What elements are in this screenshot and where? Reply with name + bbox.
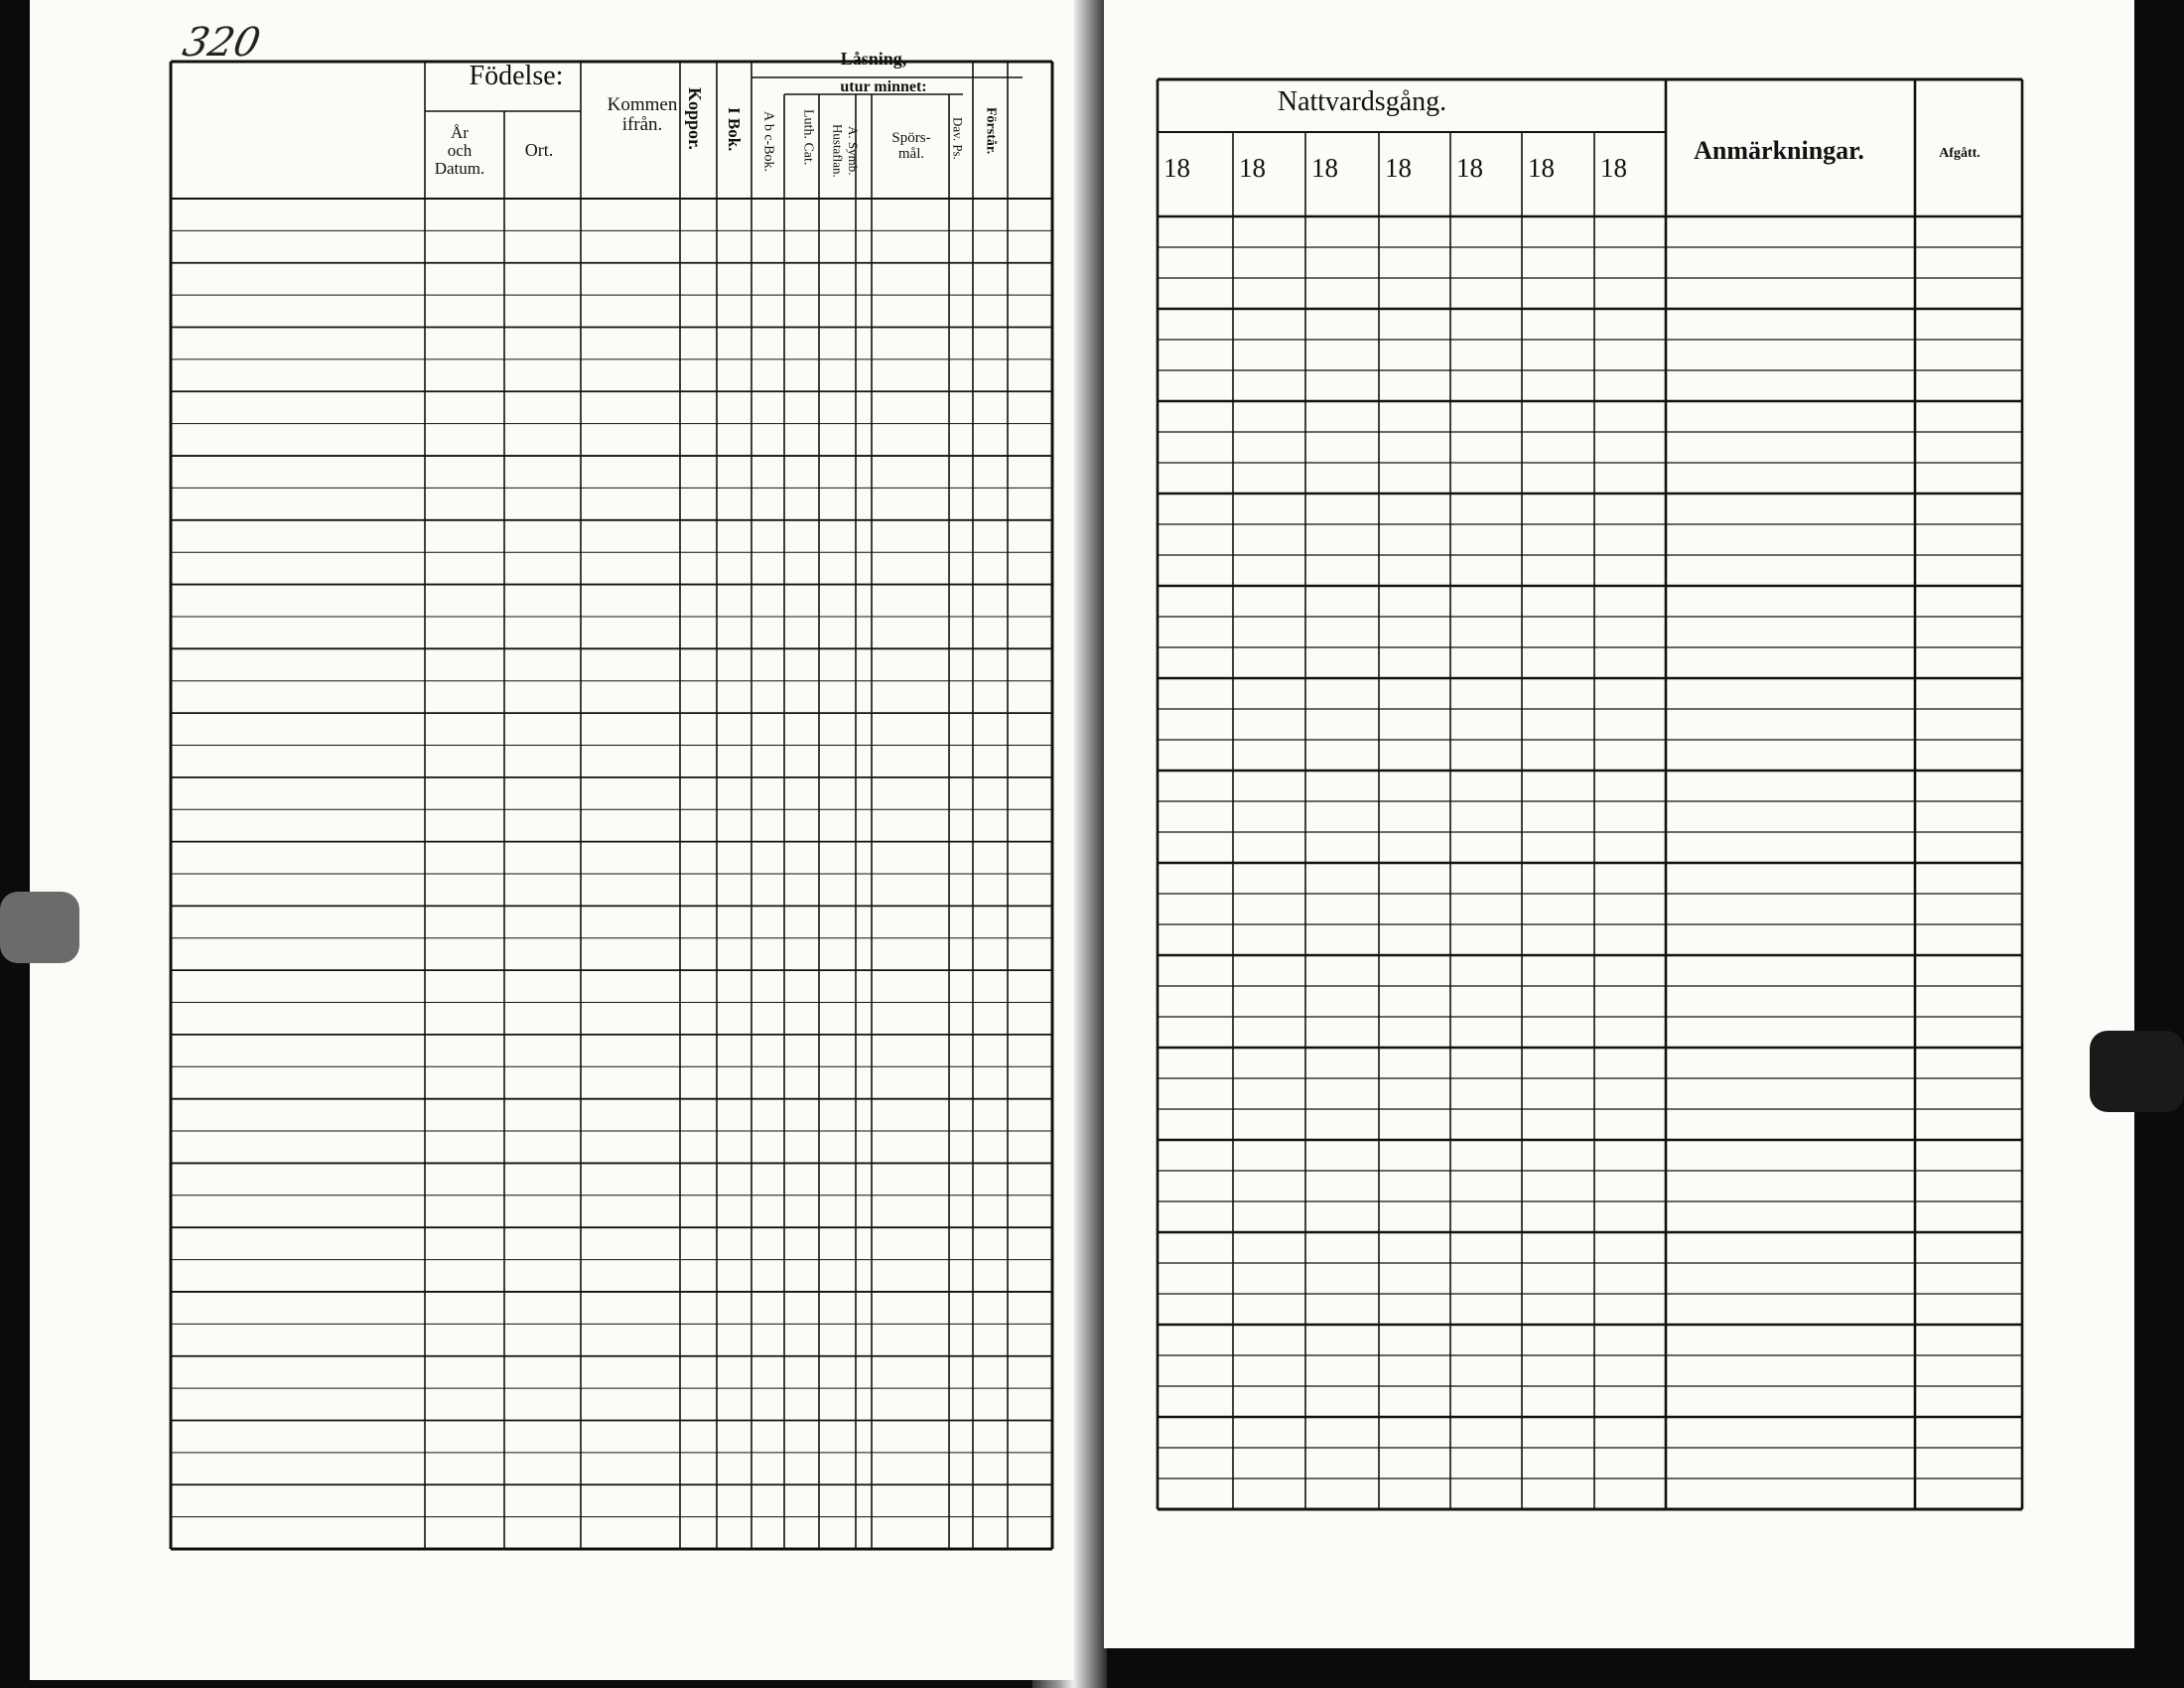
header-ort: Ort. [524, 140, 554, 160]
header-dav-ps: Dav. Ps. [950, 117, 966, 160]
year-column-label: 18 [1163, 153, 1190, 183]
header-lasning: Låsning, [840, 49, 907, 69]
left-register-grid [30, 0, 1074, 1680]
right-register-grid [1104, 0, 2134, 1648]
header-fodelse: Födelse: [469, 61, 564, 91]
header-i-bok: I Bok. [724, 107, 744, 152]
year-column-label: 18 [1528, 153, 1555, 183]
header-koppor: Koppor. [684, 87, 705, 150]
header-utur-minnet: utur minnet: [840, 78, 927, 95]
header-afgatt: Afgått. [1939, 146, 1980, 161]
year-column-label: 18 [1239, 153, 1266, 183]
header-abc-bok: A b c-Bok. [760, 111, 776, 173]
year-column-label: 18 [1456, 153, 1483, 183]
header-anmarkningar: Anmärkningar. [1694, 136, 1864, 165]
right-page [1104, 0, 2134, 1648]
header-a-symb-hustaflan: A. Symb. Hustaflan. [830, 124, 862, 178]
header-ar-och-datum: År och Datum. [434, 123, 485, 178]
left-page [30, 0, 1074, 1680]
year-column-label: 18 [1600, 153, 1627, 183]
year-column-label: 18 [1385, 153, 1412, 183]
binding-clip-right [2090, 1031, 2184, 1112]
header-nattvardsgang: Nattvardsgång. [1277, 86, 1447, 117]
binding-clip-left [0, 892, 79, 963]
header-kommen-ifran: Kommen ifrån. [607, 94, 678, 135]
header-forstar: Förstår. [983, 107, 999, 155]
header-sporsmal: Spörs- mål. [891, 130, 931, 162]
header-luth-cat: Luth. Cat. [800, 109, 816, 166]
year-column-label: 18 [1311, 153, 1338, 183]
page-number: 320 [179, 20, 265, 66]
